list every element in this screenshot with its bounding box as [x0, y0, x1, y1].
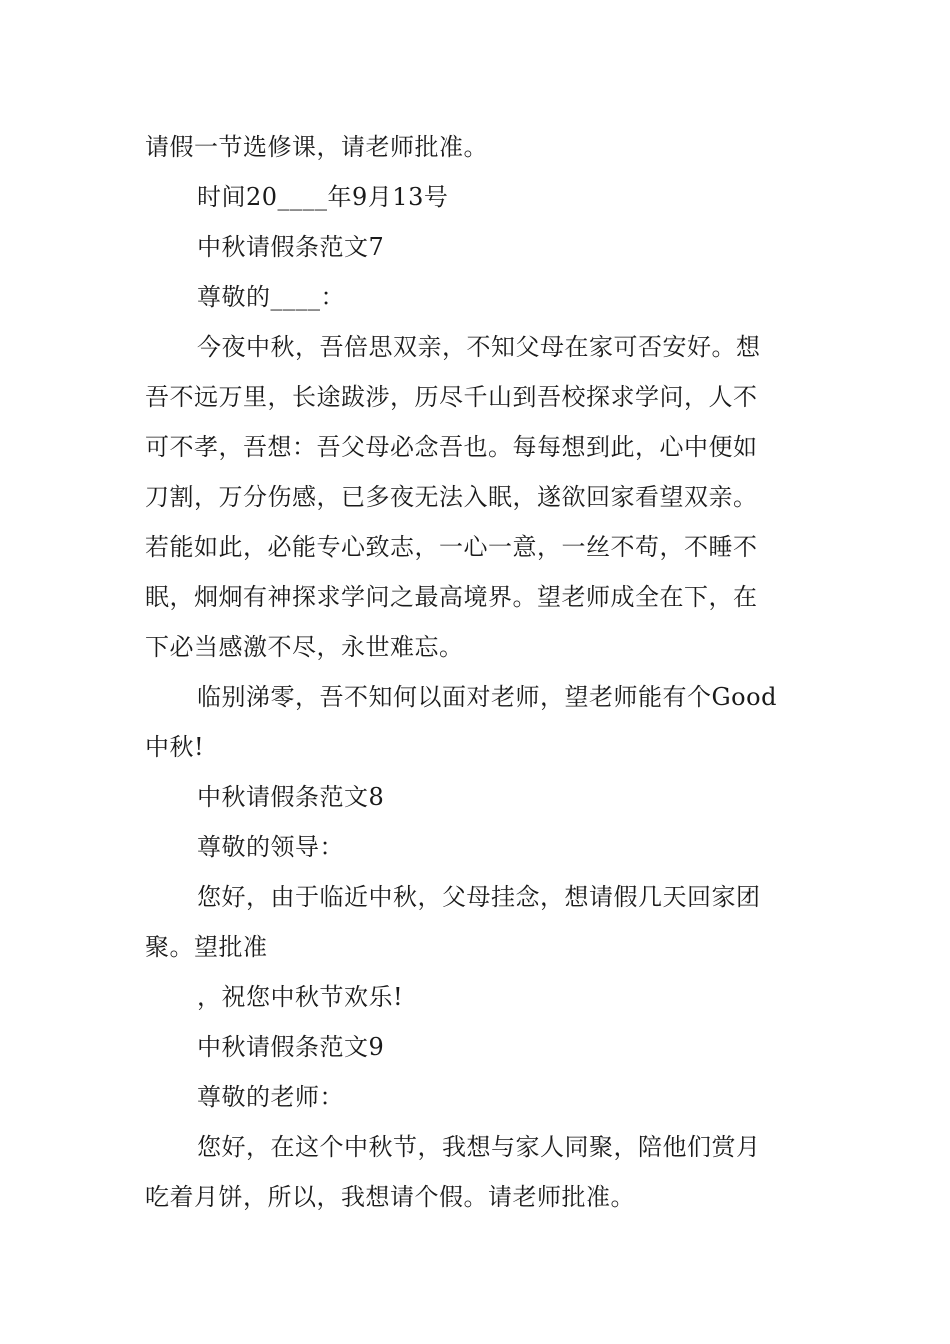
text-line: 中秋! [145, 733, 205, 761]
text-line: 您好，由于临近中秋，父母挂念，想请假几天回家团 [197, 883, 761, 911]
text-line: 时间20____年9月13号 [197, 183, 449, 211]
text-line: 吃着月饼，所以，我想请个假。请老师批准。 [145, 1183, 635, 1211]
text-line: 下必当感激不尽，永世难忘。 [145, 633, 464, 661]
section-heading: 中秋请假条范文8 [197, 783, 385, 811]
text-line: 今夜中秋，吾倍思双亲，不知父母在家可否安好。想 [197, 333, 761, 361]
section-heading: 中秋请假条范文7 [197, 233, 385, 261]
text-line: 临别涕零，吾不知何以面对老师，望老师能有个Good [197, 683, 777, 711]
text-line: 眠，炯炯有神探求学问之最高境界。望老师成全在下，在 [145, 583, 758, 611]
section-heading: 中秋请假条范文9 [197, 1033, 385, 1061]
text-line: 可不孝，吾想：吾父母必念吾也。每每想到此，心中便如 [145, 433, 758, 461]
text-line: 请假一节选修课，请老师批准。 [145, 133, 488, 161]
text-line: ，祝您中秋节欢乐! [197, 983, 404, 1011]
document-body [145, 122, 810, 1222]
text-line: 聚。望批准 [145, 933, 268, 961]
salutation: 尊敬的老师： [197, 1083, 344, 1111]
salutation: 尊敬的____： [197, 283, 345, 311]
text-line: 您好，在这个中秋节，我想与家人同聚，陪他们赏月 [197, 1133, 761, 1161]
text-line: 若能如此，必能专心致志，一心一意，一丝不苟，不睡不 [145, 533, 758, 561]
text-line: 刀割，万分伤感，已多夜无法入眠，遂欲回家看望双亲。 [145, 483, 758, 511]
salutation: 尊敬的领导： [197, 833, 344, 861]
text-line: 吾不远万里，长途跋涉，历尽千山到吾校探求学问，人不 [145, 383, 758, 411]
